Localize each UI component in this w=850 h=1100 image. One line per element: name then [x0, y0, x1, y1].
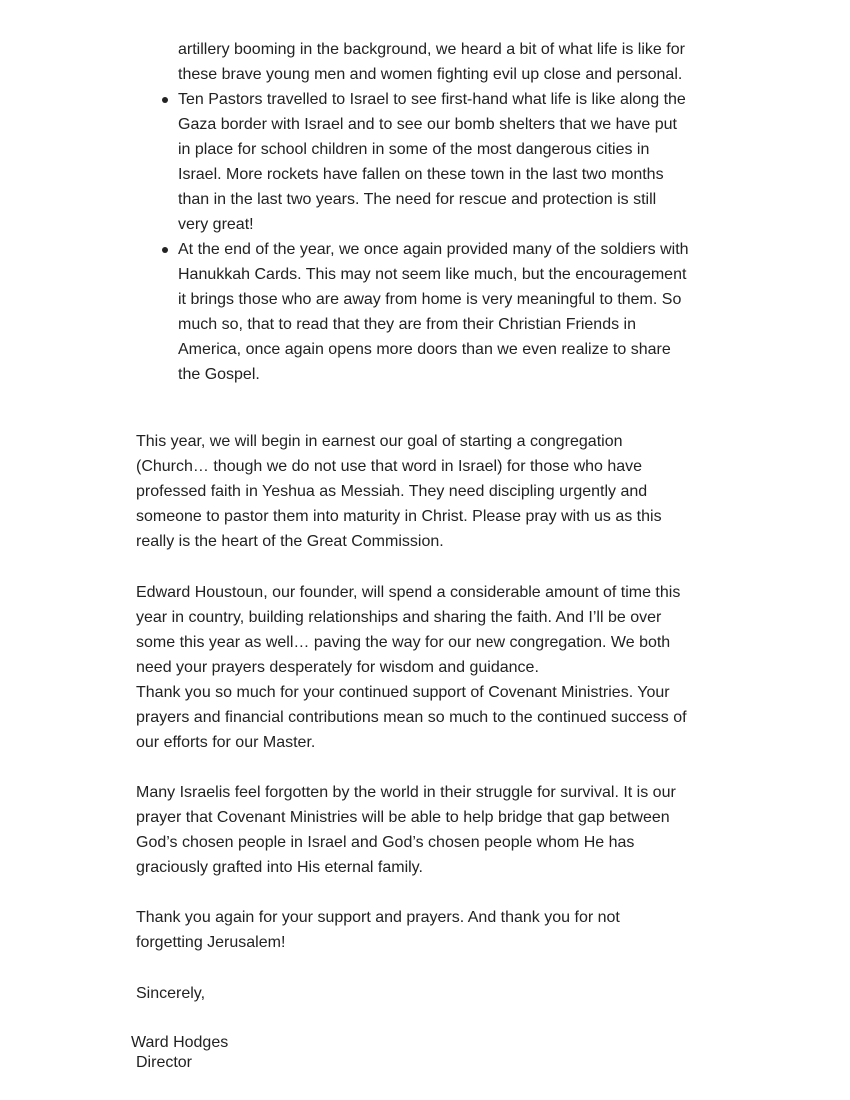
paragraph-line: prayers and financial contributions mean so much to the continued success of [136, 709, 687, 726]
paragraph-line: our efforts for our Master. [136, 734, 316, 751]
paragraph-line: This year, we will begin in earnest our goal of starting a congregation [136, 433, 623, 450]
bullet-line: than in the last two years. The need for rescue and protection is still [178, 191, 657, 208]
bullet-line: Hanukkah Cards. This may not seem like much, but the encouragement [178, 266, 687, 283]
paragraph-line: need your prayers desperately for wisdom and guidance. [136, 659, 539, 676]
bullet-line: much so, that to read that they are from their Christian Friends in [178, 316, 636, 333]
paragraph-line: Thank you again for your support and prayers. And thank you for not [136, 909, 620, 926]
bullet-line: these brave young men and women fighting evil up close and personal. [178, 66, 683, 83]
bullet-line: America, once again opens more doors than we even realize to share [178, 341, 671, 358]
paragraph-line: prayer that Covenant Ministries will be able to help bridge that gap between [136, 809, 670, 826]
paragraph-line: someone to pastor them into maturity in Christ. Please pray with us as this [136, 508, 662, 525]
bullet-line: Gaza border with Israel and to see our bomb shelters that we have put [178, 116, 677, 133]
bullet-dot [162, 97, 168, 103]
paragraph-line: Thank you so much for your continued support of Covenant Ministries. Your [136, 684, 670, 701]
bullet-line: very great! [178, 216, 254, 233]
paragraph-line: graciously grafted into His eternal family. [136, 859, 423, 876]
bullet-line: it brings those who are away from home is very meaningful to them. So [178, 291, 682, 308]
paragraph-line: year in country, building relationships and sharing the faith. And I’ll be over [136, 609, 662, 626]
paragraph-line: professed faith in Yeshua as Messiah. They need discipling urgently and [136, 483, 648, 500]
signer-title: Director [136, 1054, 193, 1071]
bullet-line: Israel. More rockets have fallen on these town in the last two months [178, 166, 664, 183]
salutation: Sincerely, [136, 985, 206, 1002]
bullet-line: artillery booming in the background, we heard a bit of what life is like for [178, 41, 685, 58]
bullet-line: the Gospel. [178, 366, 260, 383]
bullet-line: in place for school children in some of the most dangerous cities in [178, 141, 650, 158]
paragraph-line: Edward Houstoun, our founder, will spend a considerable amount of time this [136, 584, 681, 601]
paragraph-line: God’s chosen people in Israel and God’s chosen people whom He has [136, 834, 635, 851]
paragraph-line: forgetting Jerusalem! [136, 934, 286, 951]
bullet-line: At the end of the year, we once again provided many of the soldiers with [178, 241, 689, 258]
paragraph-line: Many Israelis feel forgotten by the world in their struggle for survival. It is our [136, 784, 676, 801]
paragraph-line: some this year as well… paving the way for our new congregation. We both [136, 634, 671, 651]
paragraph-line: really is the heart of the Great Commission. [136, 533, 444, 550]
signer-name: Ward Hodges [131, 1034, 229, 1051]
bullet-dot [162, 247, 168, 253]
paragraph-line: (Church… though we do not use that word in Israel) for those who have [136, 458, 643, 475]
bullet-line: Ten Pastors travelled to Israel to see first-hand what life is like along the [178, 91, 686, 108]
